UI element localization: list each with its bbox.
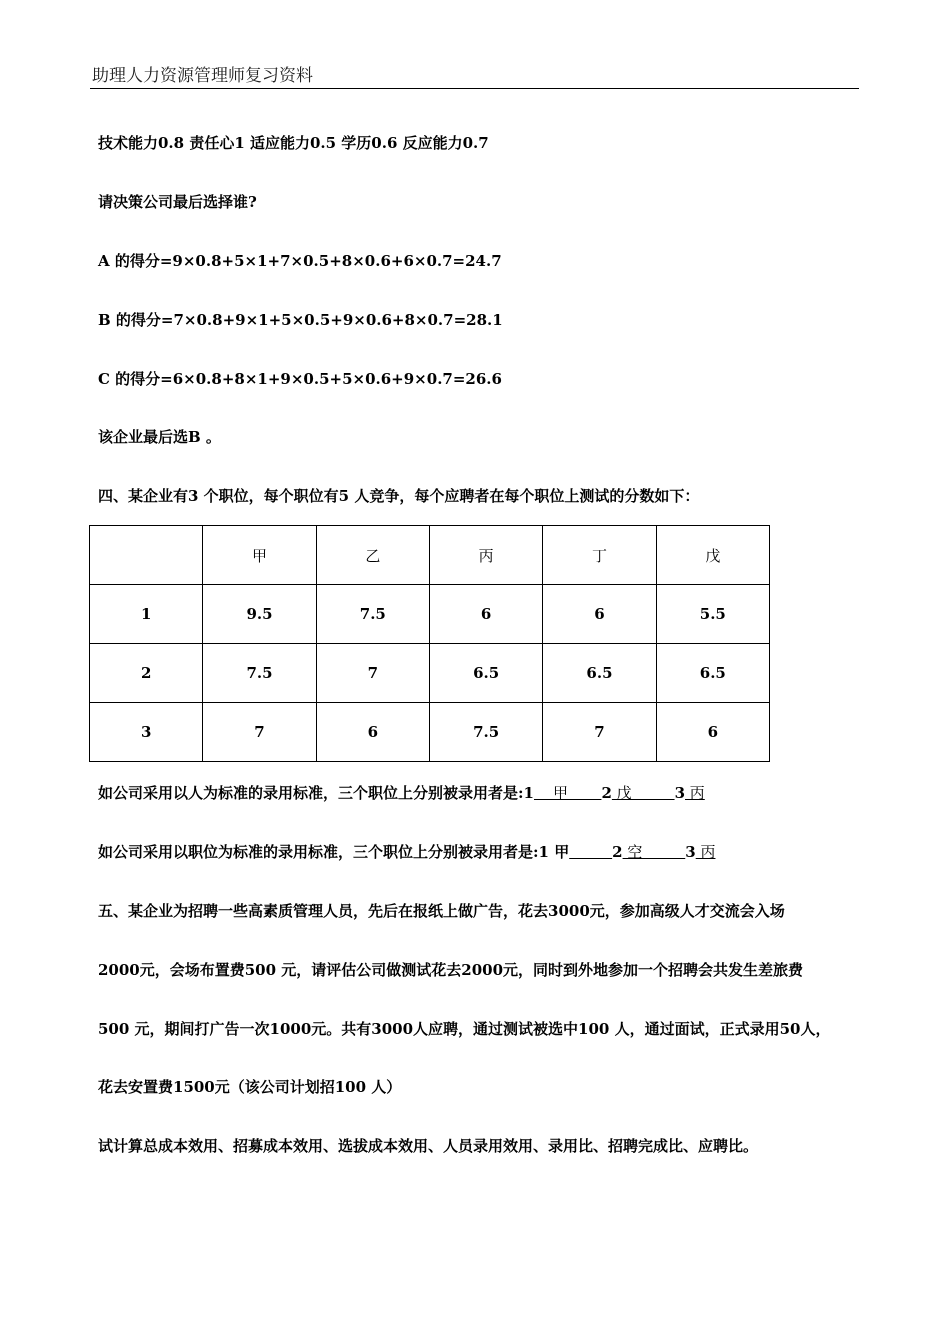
answer-blank-1: 甲 [533,784,602,802]
answer-prefix: 如公司采用以人为标准的录用标准，三个职位上分别被录用者是:1 [98,784,534,802]
score-b-line: B 的得分=7×0.8+9×1+5×0.5+9×0.6+8×0.7=28.1 [98,311,503,329]
table-cell: 6 [316,703,429,762]
table-cell: 7.5 [429,703,542,762]
answer-label-3: 3 [685,843,696,861]
table-cell: 2 [90,644,203,703]
table-cell: 6 [543,585,656,644]
page-header [90,64,859,89]
question-5-line-4: 花去安置费1500元（该公司计划招100 人） [98,1078,402,1096]
table-cell: 9.5 [203,585,316,644]
answer-label-3: 3 [674,784,685,802]
scores-table [89,525,770,762]
header-title: 助理人力资源管理师复习资料 [92,66,313,86]
question-5-task: 试计算总成本效用、招募成本效用、选拔成本效用、人员录用效用、录用比、招聘完成比、应聘比。 [98,1137,759,1155]
question-5-line-2: 2000元，会场布置费500 元，请评估公司做测试花去2000元，同时到外地参加一个招聘会共发生差旅费 [98,961,804,979]
table-row [90,585,770,644]
table-header-cell: 丙 [429,526,542,585]
table-cell: 5.5 [656,585,769,644]
table-header-cell: 乙 [316,526,429,585]
table-header-cell: 甲 [203,526,316,585]
table-cell: 6 [429,585,542,644]
table-cell: 7 [316,644,429,703]
answer-label-2: 2 [601,784,612,802]
table-cell: 1 [90,585,203,644]
answer-blank-3: 丙 [685,784,705,802]
table-cell: 6.5 [429,644,542,703]
answer-blank-2: 戊 [611,784,675,802]
table-header-cell: 丁 [543,526,656,585]
person-standard-answer [98,783,705,803]
answer-label-2: 2 [612,843,623,861]
table-row [90,703,770,762]
table-cell: 7.5 [203,644,316,703]
table-header-cell: 戊 [656,526,769,585]
question-5-line-3: 500 元，期间打广告一次1000元。共有3000人应聘，通过测试被选中100 人，通过面试，正式录用50人， [98,1020,831,1038]
table-cell: 6.5 [656,644,769,703]
question-line: 请决策公司最后选择谁? [98,193,257,211]
position-standard-answer [98,842,715,862]
answer-prefix: 如公司采用以职位为标准的录用标准，三个职位上分别被录用者是:1 甲 [98,843,570,861]
table-cell: 7.5 [316,585,429,644]
conclusion-line: 该企业最后选B 。 [98,428,221,446]
question-4-line: 四、某企业有3 个职位，每个职位有5 人竞争，每个应聘者在每个职位上测试的分数如下： [98,487,700,505]
table-header-cell [90,526,203,585]
score-a-line: A 的得分=9×0.8+5×1+7×0.5+8×0.6+6×0.7=24.7 [98,252,502,270]
question-5-line-1: 五、某企业为招聘一些高素质管理人员，先后在报纸上做广告，花去3000元，参加高级人才交流会入场 [98,902,785,920]
table-cell: 7 [203,703,316,762]
answer-blank-3: 丙 [695,843,716,861]
table-header-row [90,526,770,585]
table-row [90,644,770,703]
answer-blank-1 [569,843,612,861]
answer-blank-2: 空 [622,843,686,861]
score-c-line: C 的得分=6×0.8+8×1+9×0.5+5×0.6+9×0.7=26.6 [98,370,502,388]
weights-line: 技术能力0.8 责任心1 适应能力0.5 学历0.6 反应能力0.7 [98,134,489,152]
table-cell: 7 [543,703,656,762]
table-cell: 3 [90,703,203,762]
table-cell: 6.5 [543,644,656,703]
table-cell: 6 [656,703,769,762]
